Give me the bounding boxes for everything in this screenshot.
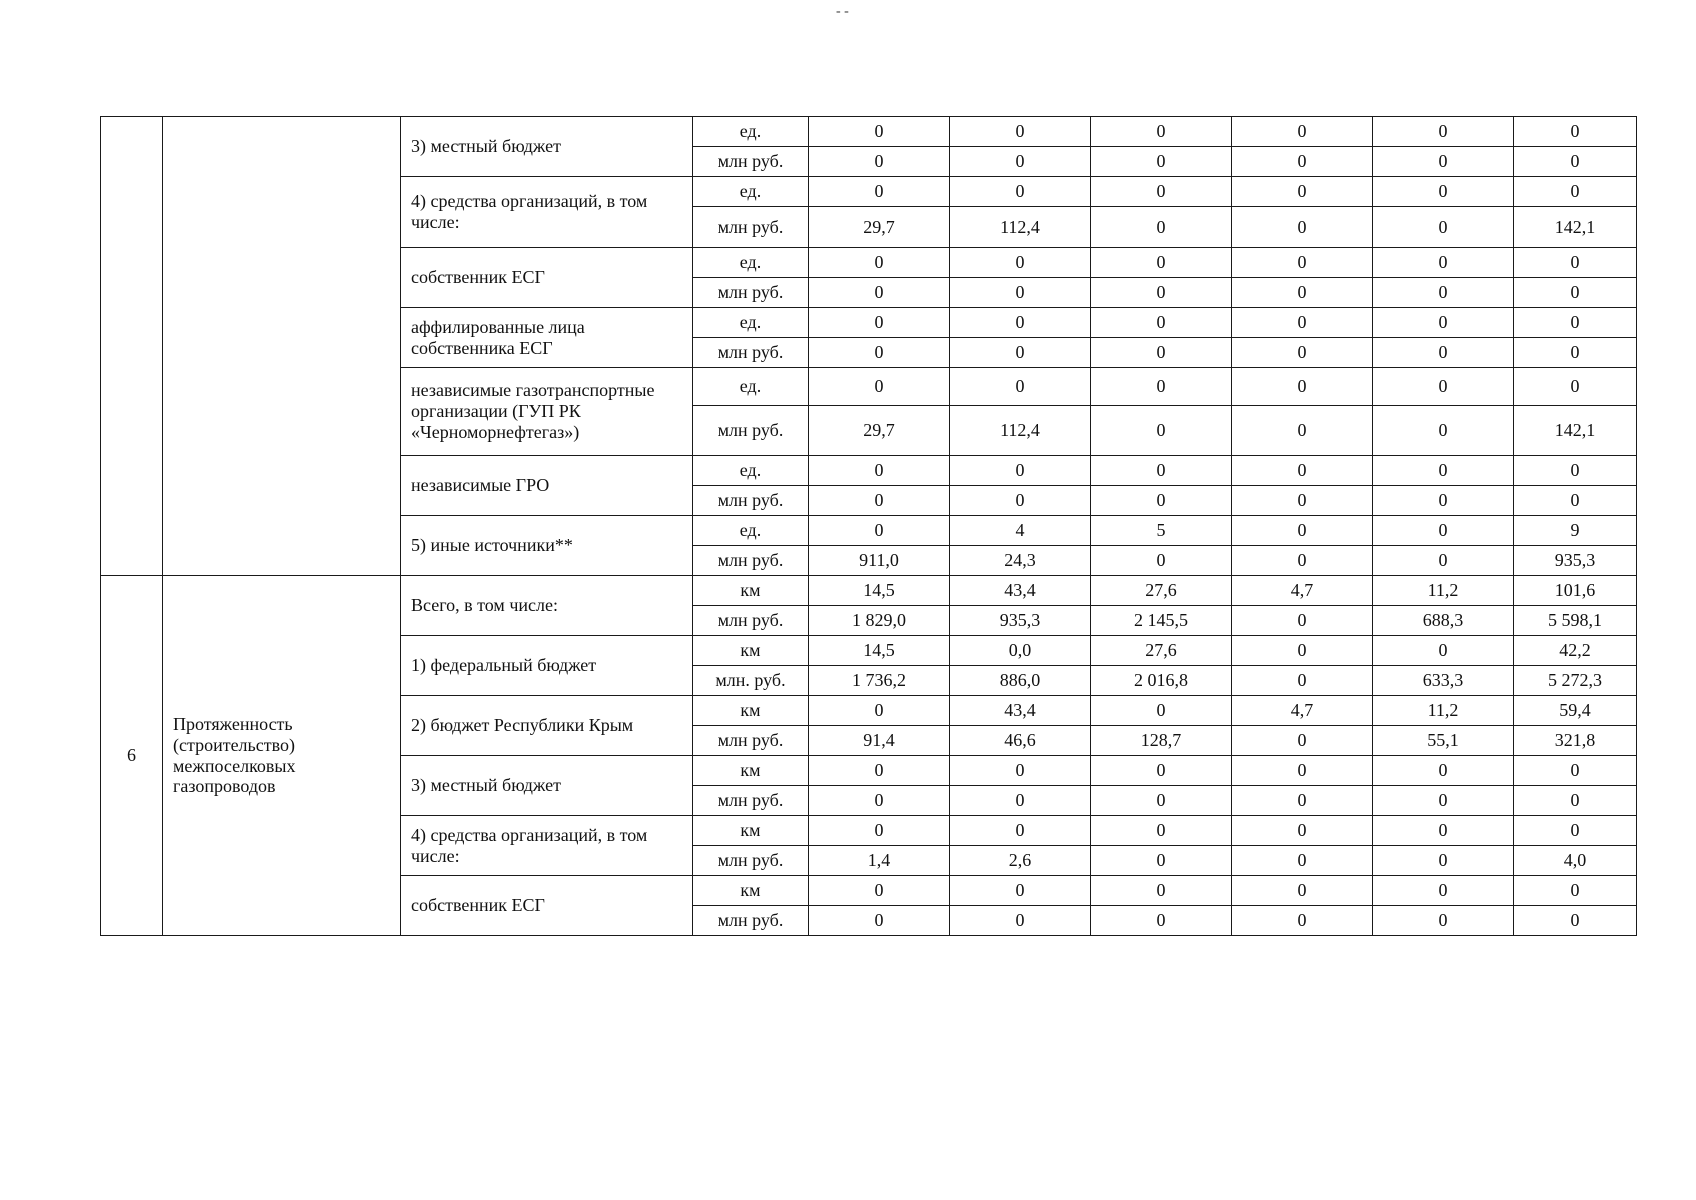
- value-cell: 0: [809, 338, 950, 368]
- value-cell: 0: [950, 248, 1091, 278]
- value-cell: 0: [1373, 756, 1514, 786]
- value-cell: 0: [1373, 147, 1514, 177]
- value-cell: 0: [950, 278, 1091, 308]
- value-cell: 0: [1232, 786, 1373, 816]
- value-cell: 0: [1514, 177, 1637, 207]
- value-cell: 0: [809, 308, 950, 338]
- unit-cell: км: [693, 876, 809, 906]
- indicator-name: [163, 117, 401, 576]
- value-cell: 0: [1091, 756, 1232, 786]
- unit-cell: ед.: [693, 516, 809, 546]
- value-cell: 0: [1232, 248, 1373, 278]
- value-cell: 0: [1373, 876, 1514, 906]
- funding-source: 3) местный бюджет: [401, 117, 693, 177]
- funding-source: Всего, в том числе:: [401, 576, 693, 636]
- unit-cell: км: [693, 636, 809, 666]
- value-cell: 0: [1373, 207, 1514, 248]
- value-cell: 0: [1514, 486, 1637, 516]
- data-table: [100, 116, 1637, 936]
- value-cell: 0: [1514, 147, 1637, 177]
- funding-source: 2) бюджет Республики Крым: [401, 696, 693, 756]
- value-cell: 2 145,5: [1091, 606, 1232, 636]
- value-cell: 0: [1091, 486, 1232, 516]
- value-cell: 0: [809, 177, 950, 207]
- value-cell: 0: [950, 308, 1091, 338]
- value-cell: 0: [1232, 486, 1373, 516]
- value-cell: 0: [1232, 636, 1373, 666]
- value-cell: 0: [1232, 516, 1373, 546]
- funding-source: аффилированные лица собственника ЕСГ: [401, 308, 693, 368]
- value-cell: 11,2: [1373, 576, 1514, 606]
- unit-cell: млн руб.: [693, 606, 809, 636]
- value-cell: 0: [950, 486, 1091, 516]
- value-cell: 886,0: [950, 666, 1091, 696]
- unit-cell: млн руб.: [693, 546, 809, 576]
- unit-cell: ед.: [693, 117, 809, 147]
- value-cell: 0: [809, 248, 950, 278]
- value-cell: 29,7: [809, 207, 950, 248]
- unit-cell: млн руб.: [693, 338, 809, 368]
- value-cell: 0: [1373, 177, 1514, 207]
- value-cell: 14,5: [809, 576, 950, 606]
- unit-cell: млн руб.: [693, 207, 809, 248]
- value-cell: 0: [950, 786, 1091, 816]
- value-cell: 4,7: [1232, 696, 1373, 726]
- value-cell: 4,0: [1514, 846, 1637, 876]
- funding-source: 3) местный бюджет: [401, 756, 693, 816]
- value-cell: 0: [1373, 456, 1514, 486]
- unit-cell: млн руб.: [693, 278, 809, 308]
- value-cell: 0: [950, 117, 1091, 147]
- value-cell: 4,7: [1232, 576, 1373, 606]
- value-cell: 0: [1373, 308, 1514, 338]
- value-cell: 1 829,0: [809, 606, 950, 636]
- unit-cell: млн руб.: [693, 786, 809, 816]
- value-cell: 0: [1232, 756, 1373, 786]
- value-cell: 0: [1091, 177, 1232, 207]
- value-cell: 5 598,1: [1514, 606, 1637, 636]
- value-cell: 0: [950, 876, 1091, 906]
- table-row: [101, 117, 1637, 147]
- unit-cell: млн руб.: [693, 726, 809, 756]
- value-cell: 0: [1514, 278, 1637, 308]
- value-cell: 43,4: [950, 576, 1091, 606]
- value-cell: 0: [1373, 846, 1514, 876]
- value-cell: 0: [1373, 906, 1514, 936]
- value-cell: 4: [950, 516, 1091, 546]
- value-cell: 2,6: [950, 846, 1091, 876]
- value-cell: 0: [1091, 308, 1232, 338]
- value-cell: 0: [1373, 546, 1514, 576]
- value-cell: 0: [1091, 368, 1232, 406]
- value-cell: 0: [1232, 846, 1373, 876]
- value-cell: 0: [809, 876, 950, 906]
- unit-cell: млн руб.: [693, 846, 809, 876]
- value-cell: 0: [1514, 248, 1637, 278]
- value-cell: 0: [1514, 117, 1637, 147]
- value-cell: 142,1: [1514, 207, 1637, 248]
- value-cell: 0: [950, 456, 1091, 486]
- scan-mark: - -: [836, 4, 849, 19]
- unit-cell: млн руб.: [693, 147, 809, 177]
- value-cell: 55,1: [1373, 726, 1514, 756]
- value-cell: 911,0: [809, 546, 950, 576]
- unit-cell: млн руб.: [693, 906, 809, 936]
- value-cell: 0: [1091, 207, 1232, 248]
- value-cell: 42,2: [1514, 636, 1637, 666]
- row-number: 6: [101, 576, 163, 936]
- value-cell: 0: [1373, 278, 1514, 308]
- value-cell: 0: [1091, 117, 1232, 147]
- value-cell: 11,2: [1373, 696, 1514, 726]
- funding-source: 5) иные источники**: [401, 516, 693, 576]
- value-cell: 0: [950, 177, 1091, 207]
- funding-source: собственник ЕСГ: [401, 876, 693, 936]
- value-cell: 0: [809, 756, 950, 786]
- value-cell: 0: [1373, 486, 1514, 516]
- value-cell: 0: [809, 516, 950, 546]
- value-cell: 1,4: [809, 846, 950, 876]
- value-cell: 0: [1232, 338, 1373, 368]
- value-cell: 0: [1232, 726, 1373, 756]
- value-cell: 0: [1514, 456, 1637, 486]
- value-cell: 0: [1232, 606, 1373, 636]
- value-cell: 0: [1373, 338, 1514, 368]
- value-cell: 59,4: [1514, 696, 1637, 726]
- value-cell: 0: [1232, 308, 1373, 338]
- unit-cell: млн руб.: [693, 486, 809, 516]
- value-cell: 43,4: [950, 696, 1091, 726]
- value-cell: 0: [1232, 456, 1373, 486]
- funding-source: независимые ГРО: [401, 456, 693, 516]
- value-cell: 0: [1373, 117, 1514, 147]
- value-cell: 0: [950, 906, 1091, 936]
- value-cell: 0: [809, 906, 950, 936]
- value-cell: 0: [809, 368, 950, 406]
- unit-cell: км: [693, 816, 809, 846]
- value-cell: 0: [809, 696, 950, 726]
- table-row: [101, 576, 1637, 606]
- value-cell: 0: [809, 456, 950, 486]
- value-cell: 0: [1373, 368, 1514, 406]
- value-cell: 0: [1232, 117, 1373, 147]
- value-cell: 91,4: [809, 726, 950, 756]
- value-cell: 0: [1232, 368, 1373, 406]
- unit-cell: ед.: [693, 368, 809, 406]
- unit-cell: ед.: [693, 177, 809, 207]
- value-cell: 0: [1373, 516, 1514, 546]
- value-cell: 688,3: [1373, 606, 1514, 636]
- value-cell: 0: [950, 338, 1091, 368]
- value-cell: 0: [1091, 456, 1232, 486]
- value-cell: 0: [1091, 696, 1232, 726]
- value-cell: 0: [1514, 816, 1637, 846]
- value-cell: 2 016,8: [1091, 666, 1232, 696]
- value-cell: 142,1: [1514, 406, 1637, 456]
- value-cell: 46,6: [950, 726, 1091, 756]
- value-cell: 0: [1091, 338, 1232, 368]
- value-cell: 0: [1232, 816, 1373, 846]
- value-cell: 0: [1091, 147, 1232, 177]
- value-cell: 321,8: [1514, 726, 1637, 756]
- value-cell: 0: [809, 278, 950, 308]
- value-cell: 0: [809, 786, 950, 816]
- value-cell: 128,7: [1091, 726, 1232, 756]
- value-cell: 0: [1232, 207, 1373, 248]
- funding-source: 4) средства организаций, в том числе:: [401, 816, 693, 876]
- value-cell: 0: [1091, 278, 1232, 308]
- funding-source: 1) федеральный бюджет: [401, 636, 693, 696]
- value-cell: 0: [1514, 786, 1637, 816]
- value-cell: 0: [1232, 906, 1373, 936]
- unit-cell: ед.: [693, 248, 809, 278]
- value-cell: 0: [1232, 278, 1373, 308]
- value-cell: 0: [1091, 876, 1232, 906]
- value-cell: 0: [1514, 368, 1637, 406]
- funding-source: собственник ЕСГ: [401, 248, 693, 308]
- value-cell: 29,7: [809, 406, 950, 456]
- value-cell: 0: [1373, 406, 1514, 456]
- unit-cell: млн руб.: [693, 406, 809, 456]
- value-cell: 0: [1514, 308, 1637, 338]
- value-cell: 0: [1232, 876, 1373, 906]
- value-cell: 0: [1373, 786, 1514, 816]
- unit-cell: ед.: [693, 456, 809, 486]
- value-cell: 112,4: [950, 406, 1091, 456]
- value-cell: 935,3: [1514, 546, 1637, 576]
- value-cell: 9: [1514, 516, 1637, 546]
- value-cell: 0: [809, 147, 950, 177]
- value-cell: 0: [1373, 636, 1514, 666]
- indicator-name: Протяженность (строительство) межпоселковых газопроводов: [163, 576, 401, 936]
- value-cell: 0: [1232, 177, 1373, 207]
- value-cell: 0,0: [950, 636, 1091, 666]
- value-cell: 0: [1091, 248, 1232, 278]
- value-cell: 1 736,2: [809, 666, 950, 696]
- value-cell: 0: [1091, 546, 1232, 576]
- value-cell: 0: [950, 147, 1091, 177]
- unit-cell: км: [693, 756, 809, 786]
- value-cell: 0: [1514, 906, 1637, 936]
- value-cell: 0: [950, 756, 1091, 786]
- unit-cell: км: [693, 696, 809, 726]
- value-cell: 0: [809, 486, 950, 516]
- value-cell: 0: [1514, 876, 1637, 906]
- value-cell: 935,3: [950, 606, 1091, 636]
- value-cell: 27,6: [1091, 576, 1232, 606]
- value-cell: 633,3: [1373, 666, 1514, 696]
- value-cell: 0: [1373, 248, 1514, 278]
- value-cell: 5: [1091, 516, 1232, 546]
- row-number: [101, 117, 163, 576]
- value-cell: 0: [809, 816, 950, 846]
- unit-cell: км: [693, 576, 809, 606]
- value-cell: 0: [809, 117, 950, 147]
- value-cell: 0: [1091, 816, 1232, 846]
- value-cell: 0: [1232, 406, 1373, 456]
- value-cell: 0: [950, 368, 1091, 406]
- value-cell: 0: [1091, 846, 1232, 876]
- value-cell: 0: [1232, 546, 1373, 576]
- value-cell: 27,6: [1091, 636, 1232, 666]
- value-cell: 0: [1373, 816, 1514, 846]
- value-cell: 24,3: [950, 546, 1091, 576]
- value-cell: 0: [1514, 338, 1637, 368]
- unit-cell: ед.: [693, 308, 809, 338]
- value-cell: 0: [1232, 147, 1373, 177]
- funding-source: 4) средства организаций, в том числе:: [401, 177, 693, 248]
- value-cell: 14,5: [809, 636, 950, 666]
- value-cell: 0: [1091, 406, 1232, 456]
- funding-source: независимые газотранспортные организации (ГУП РК «Черноморнефтегаз»): [401, 368, 693, 456]
- value-cell: 5 272,3: [1514, 666, 1637, 696]
- value-cell: 0: [1232, 666, 1373, 696]
- value-cell: 0: [1514, 756, 1637, 786]
- value-cell: 0: [950, 816, 1091, 846]
- value-cell: 101,6: [1514, 576, 1637, 606]
- unit-cell: млн. руб.: [693, 666, 809, 696]
- value-cell: 112,4: [950, 207, 1091, 248]
- value-cell: 0: [1091, 786, 1232, 816]
- value-cell: 0: [1091, 906, 1232, 936]
